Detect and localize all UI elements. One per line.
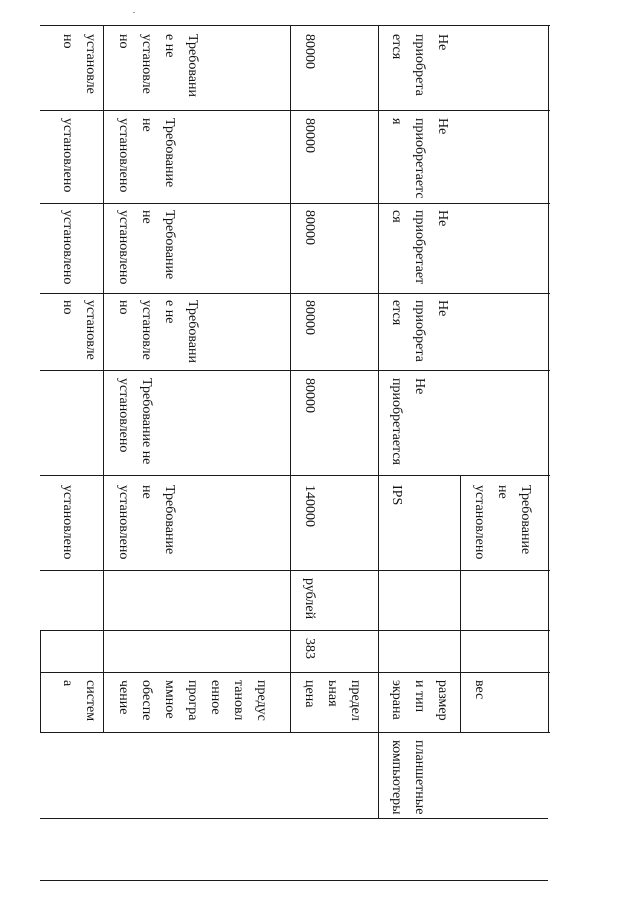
- cell-text: систем а: [60, 680, 98, 722]
- col-border: [40, 570, 550, 571]
- cell-text: Не приобретаетс я: [389, 118, 450, 199]
- col-border: [40, 732, 550, 733]
- table-cell: [298, 485, 374, 565]
- table-cell: [112, 34, 282, 104]
- col-border: [40, 672, 550, 673]
- table-cell: [298, 300, 374, 366]
- table-cell: [56, 485, 100, 565]
- table-cell: [385, 680, 455, 728]
- cell-text: установлено: [60, 485, 75, 560]
- table-bottom-rule: [40, 818, 548, 819]
- cell-text: Не приобретается: [389, 378, 427, 465]
- table-cell: [298, 578, 374, 628]
- cell-text: вес: [472, 680, 487, 700]
- table-cell: [56, 300, 100, 366]
- table-cell: [385, 210, 545, 290]
- scan-speck: [133, 12, 135, 13]
- col-border: [40, 110, 550, 111]
- table-cell: [298, 638, 374, 668]
- cell-text: предел ьная цена: [302, 680, 363, 721]
- footer-rule: [40, 880, 548, 881]
- table-cell: [56, 34, 100, 104]
- table-cell: [298, 378, 374, 470]
- table-cell: [56, 680, 100, 728]
- cell-text: 383: [302, 638, 317, 659]
- table-cell: [385, 34, 545, 104]
- table-cell: [385, 378, 545, 470]
- table-cell: [56, 210, 100, 290]
- cell-text: предус тановл енное програ ммное обеспе чение: [116, 680, 269, 721]
- table-cell: [112, 210, 282, 290]
- row-border-left: [40, 630, 41, 732]
- table-cell: [468, 680, 546, 728]
- table-cell: [385, 118, 545, 198]
- table-cell: [56, 118, 100, 198]
- cell-text: Требование не установлено: [472, 485, 533, 560]
- col-border: [40, 203, 550, 204]
- table-cell: [298, 210, 374, 290]
- table-cell: [385, 740, 545, 815]
- table-cell: [298, 680, 374, 728]
- cell-text: Требовани е не установле но: [116, 300, 200, 363]
- cell-text: установле но: [60, 300, 98, 360]
- cell-text: установлено: [60, 118, 75, 193]
- table-cell: [112, 118, 282, 198]
- row-border: [378, 25, 379, 818]
- cell-text: Не приобрета ется: [389, 34, 450, 96]
- cell-text: IPS: [389, 485, 404, 506]
- cell-text: 80000: [302, 118, 317, 153]
- table-cell: [298, 118, 374, 198]
- row-border-right: [548, 25, 549, 732]
- cell-text: установле но: [60, 34, 98, 94]
- cell-text: 80000: [302, 378, 317, 413]
- cell-text: Требование не установлено: [116, 118, 177, 193]
- table-cell: [112, 300, 282, 366]
- row-border: [460, 475, 461, 732]
- col-border: [40, 293, 550, 294]
- col-border: [40, 475, 550, 476]
- table-cell: [112, 680, 282, 728]
- cell-text: планшетные компьютеры: [389, 740, 427, 815]
- cell-text: Требование не установлено: [116, 378, 154, 465]
- col-border: [40, 370, 550, 371]
- cell-text: Не приобрета ется: [389, 300, 450, 362]
- cell-text: 140000: [302, 485, 317, 527]
- cell-text: размер и тип экрана: [389, 680, 450, 721]
- table-cell: [385, 485, 455, 565]
- cell-text: 80000: [302, 210, 317, 245]
- cell-text: Требование не установлено: [116, 485, 177, 560]
- col-border: [40, 630, 550, 631]
- row-border: [103, 25, 104, 732]
- table-cell: [298, 34, 374, 104]
- cell-text: Не приобретает ся: [389, 210, 450, 285]
- cell-text: Требовани е не установле но: [116, 34, 200, 97]
- row-border: [290, 25, 291, 732]
- cell-text: рублей: [302, 578, 317, 620]
- cell-text: 80000: [302, 300, 317, 335]
- table-cell: [112, 485, 282, 565]
- table-cell: [385, 300, 545, 366]
- col-border-top: [40, 25, 550, 26]
- table-cell: [112, 378, 282, 470]
- cell-text: установлено: [60, 210, 75, 285]
- table-cell: [468, 485, 546, 565]
- cell-text: 80000: [302, 34, 317, 69]
- cell-text: Требование не установлено: [116, 210, 177, 285]
